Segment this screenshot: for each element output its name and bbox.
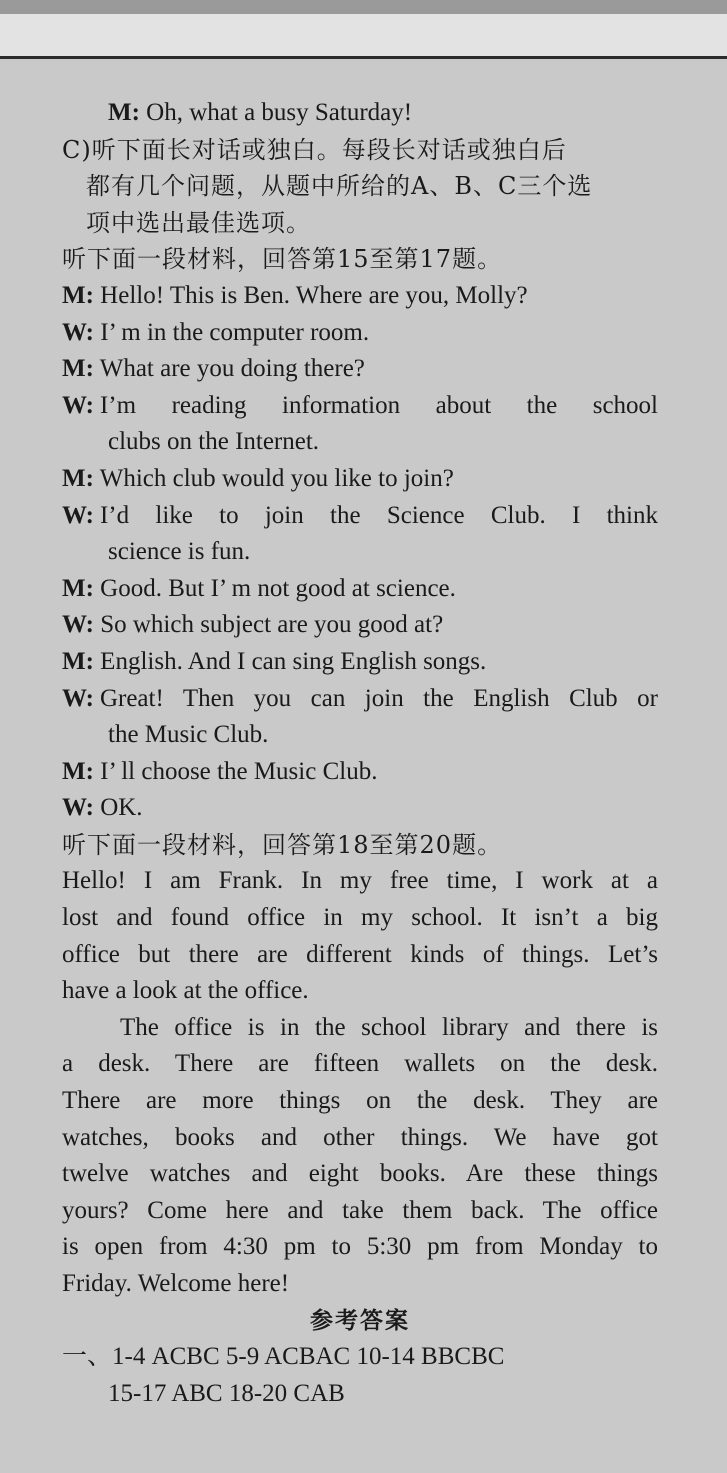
monologue-line: a desk. There are fifteen wallets on the desk. bbox=[62, 1050, 658, 1078]
speaker-label: M: bbox=[62, 574, 94, 602]
dialogue-text: What are you doing there? bbox=[93, 355, 365, 383]
text-line: clubs on the Internet. bbox=[108, 428, 320, 456]
speaker-label: W: bbox=[62, 794, 94, 822]
dialogue-text: Good. But I’ m not good at science. bbox=[93, 574, 456, 602]
dialogue-line bbox=[62, 790, 658, 827]
dialogue-line bbox=[62, 571, 658, 608]
dialogue-line bbox=[62, 498, 658, 535]
text-line: have a look at the office. bbox=[62, 977, 309, 1005]
speaker-label: M: bbox=[62, 757, 94, 785]
speaker-label: M: bbox=[62, 464, 94, 492]
dialogue-line bbox=[62, 607, 658, 644]
monologue-line: lost and found office in my school. It isn’t a big bbox=[62, 904, 658, 932]
dialogue-text: Great! Then you can join the English Club or bbox=[99, 684, 658, 712]
dialogue-text: Hello! This is Ben. Where are you, Molly? bbox=[93, 281, 528, 309]
dialogue-text: I’m reading information about the school bbox=[99, 391, 658, 419]
previous-page-fragment bbox=[0, 0, 727, 14]
dialogue-line bbox=[62, 351, 658, 388]
section-instruction: 听下面一段材料，回答第15至第17题。 bbox=[62, 245, 503, 274]
speaker-label: W: bbox=[62, 318, 94, 346]
speaker-label: M: bbox=[62, 647, 94, 675]
dialogue-line bbox=[62, 95, 658, 132]
text-line: 一、1-4 ACBC 5-9 ACBAC 10-14 BBCBC bbox=[62, 1343, 505, 1371]
section-instruction: 项中选出最佳选项。 bbox=[86, 208, 311, 237]
text-line: science is fun. bbox=[108, 538, 251, 566]
speaker-label: M: bbox=[108, 99, 140, 126]
text-line: 15-17 ABC 18-20 CAB bbox=[108, 1379, 345, 1407]
section-instruction: C)听下面长对话或独白。每段长对话或独白后 bbox=[62, 135, 567, 164]
answer-key-title: 参考答案 bbox=[310, 1306, 410, 1334]
dialogue-text: I’ ll choose the Music Club. bbox=[93, 757, 378, 785]
monologue-line: yours? Come here and take them back. The office bbox=[62, 1196, 658, 1224]
speaker-label: M: bbox=[62, 355, 94, 383]
monologue-line: twelve watches and eight books. Are these things bbox=[62, 1160, 658, 1188]
dialogue-text: I’ m in the computer room. bbox=[93, 318, 370, 346]
monologue-line: is open from 4:30 pm to 5:30 pm from Monday to bbox=[62, 1233, 658, 1261]
dialogue-text: So which subject are you good at? bbox=[93, 611, 444, 639]
dialogue-line bbox=[62, 388, 658, 425]
header-rule bbox=[0, 56, 727, 59]
monologue-line: There are more things on the desk. They are bbox=[62, 1087, 658, 1115]
speaker-label: W: bbox=[62, 611, 94, 639]
monologue-line: The office is in the school library and there is bbox=[120, 1013, 658, 1041]
dialogue-line bbox=[62, 754, 658, 791]
dialogue-text: I’d like to join the Science Club. I think bbox=[99, 501, 658, 529]
dialogue-text: OK. bbox=[93, 794, 143, 822]
text-line: Friday. Welcome here! bbox=[62, 1270, 290, 1297]
torn-paper-band bbox=[0, 14, 727, 56]
monologue-line: watches, books and other things. We have got bbox=[62, 1123, 658, 1151]
dialogue-text: Oh, what a busy Saturday! bbox=[139, 99, 413, 126]
dialogue-line bbox=[62, 681, 658, 718]
speaker-label: W: bbox=[62, 684, 94, 712]
dialogue-line bbox=[62, 278, 658, 315]
section-instruction: 都有几个问题，从题中所给的A、B、C三个选 bbox=[86, 172, 593, 201]
speaker-label: M: bbox=[62, 281, 94, 309]
monologue-line: Hello! I am Frank. In my free time, I work at a bbox=[62, 867, 658, 895]
listening-transcript-page bbox=[62, 95, 658, 1412]
monologue-line: office but there are different kinds of things. Let’s bbox=[62, 940, 658, 968]
dialogue-text: Which club would you like to join? bbox=[93, 464, 454, 492]
dialogue-line bbox=[62, 461, 658, 498]
section-instruction: 听下面一段材料，回答第18至第20题。 bbox=[62, 830, 503, 859]
speaker-label: W: bbox=[62, 391, 94, 419]
text-line: the Music Club. bbox=[108, 721, 269, 749]
dialogue-text: English. And I can sing English songs. bbox=[93, 647, 487, 675]
speaker-label: W: bbox=[62, 501, 94, 529]
dialogue-line bbox=[62, 644, 658, 681]
dialogue-line bbox=[62, 315, 658, 352]
